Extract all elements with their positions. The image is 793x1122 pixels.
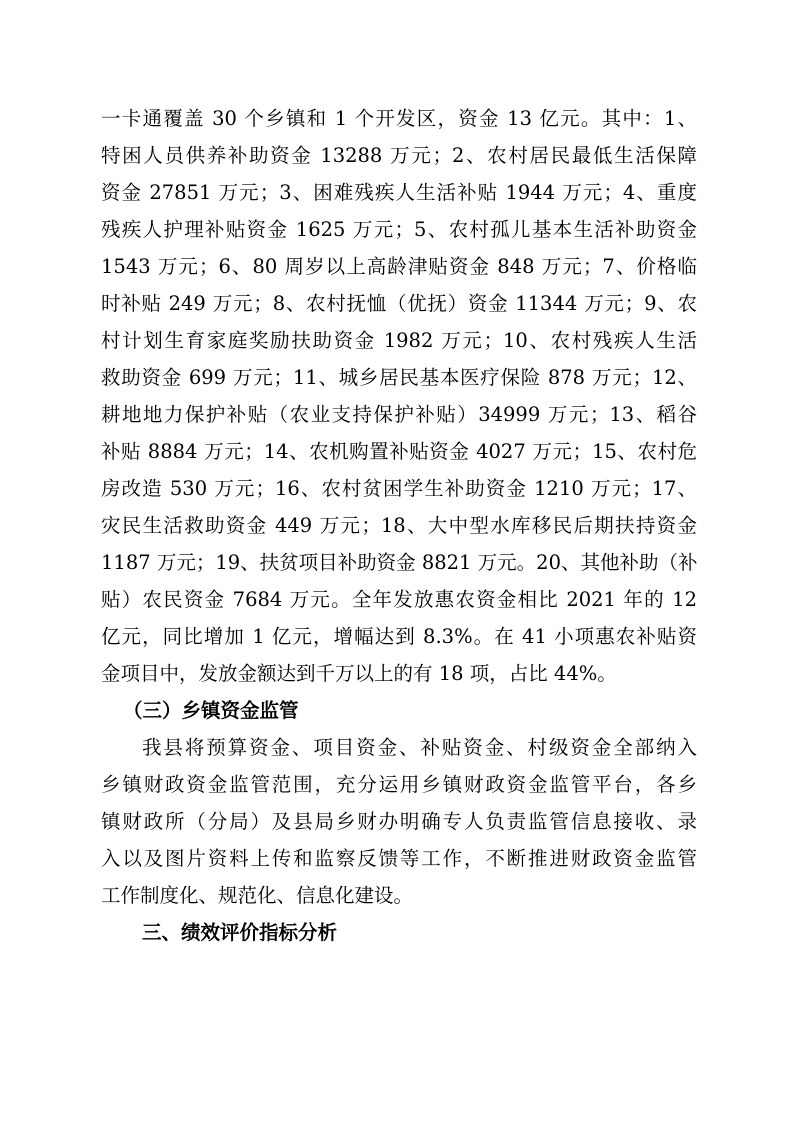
text-line: 资金 27851 万元；3、困难残疾人生活补贴 1944 万元；4、重度: [101, 181, 697, 204]
text-line: 亿元，同比增加 1 亿元，增幅达到 8.3%。在 41 小项惠农补贴资: [101, 625, 697, 648]
text-line: 1543 万元；6、80 周岁以上高龄津贴资金 848 万元；7、价格临: [101, 255, 697, 278]
text-line: 工作制度化、规范化、信息化建设。: [101, 884, 414, 907]
text-line: 救助资金 699 万元；11、城乡居民基本医疗保险 878 万元；12、: [101, 366, 697, 389]
text-line: 残疾人护理补贴资金 1625 万元；5、农村孤儿基本生活补助资金: [101, 218, 697, 241]
text-line: 我县将预算资金、项目资金、补贴资金、村级资金全部纳入: [142, 736, 697, 759]
text-line: 耕地地力保护补贴（农业支持保护补贴）34999 万元；13、稻谷: [101, 403, 697, 426]
text-line: 村计划生育家庭奖励扶助资金 1982 万元；10、农村残疾人生活: [101, 329, 697, 352]
text-line: 房改造 530 万元；16、农村贫困学生补助资金 1210 万元；17、: [101, 477, 697, 500]
chapter-heading-performance-indicators: 三、绩效评价指标分析: [142, 921, 338, 944]
text-line: 1187 万元；19、扶贫项目补助资金 8821 万元。20、其他补助（补: [101, 551, 697, 574]
document-body: [101, 100, 697, 951]
paragraph-subsidy-items: [101, 100, 697, 692]
text-line: 一卡通覆盖 30 个乡镇和 1 个开发区，资金 13 亿元。其中：1、: [101, 107, 697, 130]
text-line: 贴）农民资金 7684 万元。全年发放惠农资金相比 2021 年的 12: [101, 588, 697, 611]
text-line: 时补贴 249 万元；8、农村抚恤（优抚）资金 11344 万元；9、农: [101, 292, 697, 315]
text-line: 金项目中，发放金额达到千万以上的有 18 项，占比 44%。: [101, 662, 617, 685]
section-heading-township-fund-supervision: （三）乡镇资金监管: [123, 699, 299, 722]
text-line: 镇财政所（分局）及县局乡财办明确专人负责监管信息接收、录: [101, 810, 697, 833]
text-line: 补贴 8884 万元；14、农机购置补贴资金 4027 万元；15、农村危: [101, 440, 697, 463]
text-line: 特困人员供养补助资金 13288 万元；2、农村居民最低生活保障: [101, 144, 697, 167]
text-line: 乡镇财政资金监管范围，充分运用乡镇财政资金监管平台，各乡: [101, 773, 697, 796]
text-line: 入以及图片资料上传和监察反馈等工作，不断推进财政资金监管: [101, 847, 697, 870]
paragraph-fund-supervision: [101, 729, 697, 914]
text-line: 灾民生活救助资金 449 万元；18、大中型水库移民后期扶持资金: [101, 514, 697, 537]
